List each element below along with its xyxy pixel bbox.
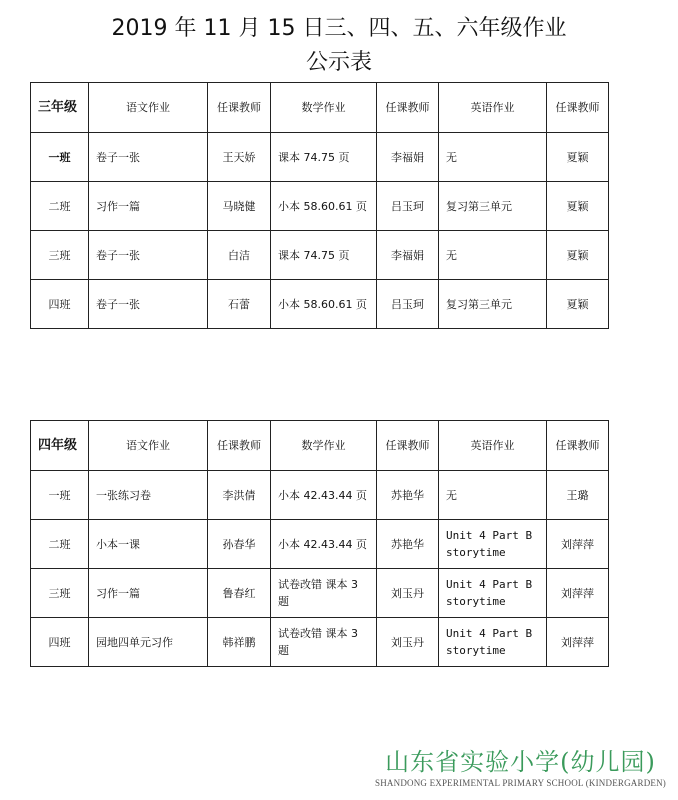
teacher-cell: 李福娟 bbox=[377, 133, 439, 182]
class-cell: 二班 bbox=[31, 182, 89, 231]
math-homework-cell: 小本 58.60.61 页 bbox=[271, 280, 377, 329]
teacher-cell: 王璐 bbox=[547, 471, 609, 520]
class-cell: 四班 bbox=[31, 618, 89, 667]
table-row bbox=[31, 471, 609, 520]
math-homework-cell: 试卷改错 课本 3 题 bbox=[271, 618, 377, 667]
class-cell: 一班 bbox=[31, 133, 89, 182]
column-header-math: 数学作业 bbox=[271, 421, 377, 471]
teacher-cell: 苏艳华 bbox=[377, 471, 439, 520]
english-homework-cell: 无 bbox=[439, 471, 547, 520]
column-header-teacher: 任课教师 bbox=[547, 421, 609, 471]
class-cell: 四班 bbox=[31, 280, 89, 329]
column-header-english: 英语作业 bbox=[439, 421, 547, 471]
page-subtitle: 公示表 bbox=[305, 50, 372, 75]
teacher-cell: 韩祥鹏 bbox=[208, 618, 271, 667]
column-header-teacher: 任课教师 bbox=[208, 83, 271, 133]
chinese-homework-cell: 一张练习卷 bbox=[89, 471, 208, 520]
math-homework-cell: 课本 74.75 页 bbox=[271, 133, 377, 182]
teacher-cell: 夏颖 bbox=[547, 133, 609, 182]
teacher-cell: 李洪倩 bbox=[208, 471, 271, 520]
school-name-chinese: 山东省实验小学(幼儿园) bbox=[385, 748, 656, 776]
table-row bbox=[31, 618, 609, 667]
table-header-row bbox=[31, 83, 609, 133]
chinese-homework-cell: 习作一篇 bbox=[89, 569, 208, 618]
teacher-cell: 刘萍萍 bbox=[547, 618, 609, 667]
chinese-homework-cell: 卷子一张 bbox=[89, 280, 208, 329]
school-name-english: SHANDONG EXPERIMENTAL PRIMARY SCHOOL (KINDERGARDEN) bbox=[375, 778, 666, 788]
column-header-chinese: 语文作业 bbox=[89, 83, 208, 133]
teacher-cell: 夏颖 bbox=[547, 280, 609, 329]
table-row bbox=[31, 569, 609, 618]
chinese-homework-cell: 卷子一张 bbox=[89, 231, 208, 280]
math-homework-cell: 小本 42.43.44 页 bbox=[271, 471, 377, 520]
column-header-teacher: 任课教师 bbox=[208, 421, 271, 471]
english-homework-cell: 复习第三单元 bbox=[439, 280, 547, 329]
math-homework-cell: 课本 74.75 页 bbox=[271, 231, 377, 280]
chinese-homework-cell: 习作一篇 bbox=[89, 182, 208, 231]
teacher-cell: 刘玉丹 bbox=[377, 569, 439, 618]
english-homework-cell: Unit 4 Part B storytime bbox=[439, 520, 547, 569]
column-header-chinese: 语文作业 bbox=[89, 421, 208, 471]
grade-label: 三年级 bbox=[31, 83, 89, 133]
table-row bbox=[31, 133, 609, 182]
teacher-cell: 刘玉丹 bbox=[377, 618, 439, 667]
table-row bbox=[31, 280, 609, 329]
column-header-teacher: 任课教师 bbox=[377, 421, 439, 471]
grade4-table bbox=[30, 420, 609, 667]
teacher-cell: 马晓健 bbox=[208, 182, 271, 231]
teacher-cell: 吕玉珂 bbox=[377, 182, 439, 231]
teacher-cell: 吕玉珂 bbox=[377, 280, 439, 329]
teacher-cell: 李福娟 bbox=[377, 231, 439, 280]
class-cell: 一班 bbox=[31, 471, 89, 520]
english-homework-cell: 复习第三单元 bbox=[439, 182, 547, 231]
column-header-teacher: 任课教师 bbox=[547, 83, 609, 133]
class-cell: 三班 bbox=[31, 569, 89, 618]
math-homework-cell: 小本 58.60.61 页 bbox=[271, 182, 377, 231]
chinese-homework-cell: 园地四单元习作 bbox=[89, 618, 208, 667]
table-row bbox=[31, 231, 609, 280]
teacher-cell: 王天娇 bbox=[208, 133, 271, 182]
teacher-cell: 刘萍萍 bbox=[547, 520, 609, 569]
teacher-cell: 刘萍萍 bbox=[547, 569, 609, 618]
page-title: 2019 年 11 月 15 日三、四、五、六年级作业 bbox=[111, 16, 567, 41]
column-header-english: 英语作业 bbox=[439, 83, 547, 133]
english-homework-cell: 无 bbox=[439, 133, 547, 182]
teacher-cell: 鲁春红 bbox=[208, 569, 271, 618]
english-homework-cell: 无 bbox=[439, 231, 547, 280]
table-header-row bbox=[31, 421, 609, 471]
english-homework-cell: Unit 4 Part B storytime bbox=[439, 569, 547, 618]
teacher-cell: 夏颖 bbox=[547, 182, 609, 231]
teacher-cell: 石蕾 bbox=[208, 280, 271, 329]
class-cell: 三班 bbox=[31, 231, 89, 280]
math-homework-cell: 小本 42.43.44 页 bbox=[271, 520, 377, 569]
english-homework-cell: Unit 4 Part B storytime bbox=[439, 618, 547, 667]
teacher-cell: 白洁 bbox=[208, 231, 271, 280]
table-row bbox=[31, 520, 609, 569]
teacher-cell: 孙春华 bbox=[208, 520, 271, 569]
class-cell: 二班 bbox=[31, 520, 89, 569]
teacher-cell: 苏艳华 bbox=[377, 520, 439, 569]
column-header-teacher: 任课教师 bbox=[377, 83, 439, 133]
chinese-homework-cell: 小本一课 bbox=[89, 520, 208, 569]
grade-label: 四年级 bbox=[31, 421, 89, 471]
math-homework-cell: 试卷改错 课本 3 题 bbox=[271, 569, 377, 618]
school-logo bbox=[375, 748, 666, 788]
teacher-cell: 夏颖 bbox=[547, 231, 609, 280]
grade3-table bbox=[30, 82, 609, 329]
column-header-math: 数学作业 bbox=[271, 83, 377, 133]
table-row bbox=[31, 182, 609, 231]
chinese-homework-cell: 卷子一张 bbox=[89, 133, 208, 182]
